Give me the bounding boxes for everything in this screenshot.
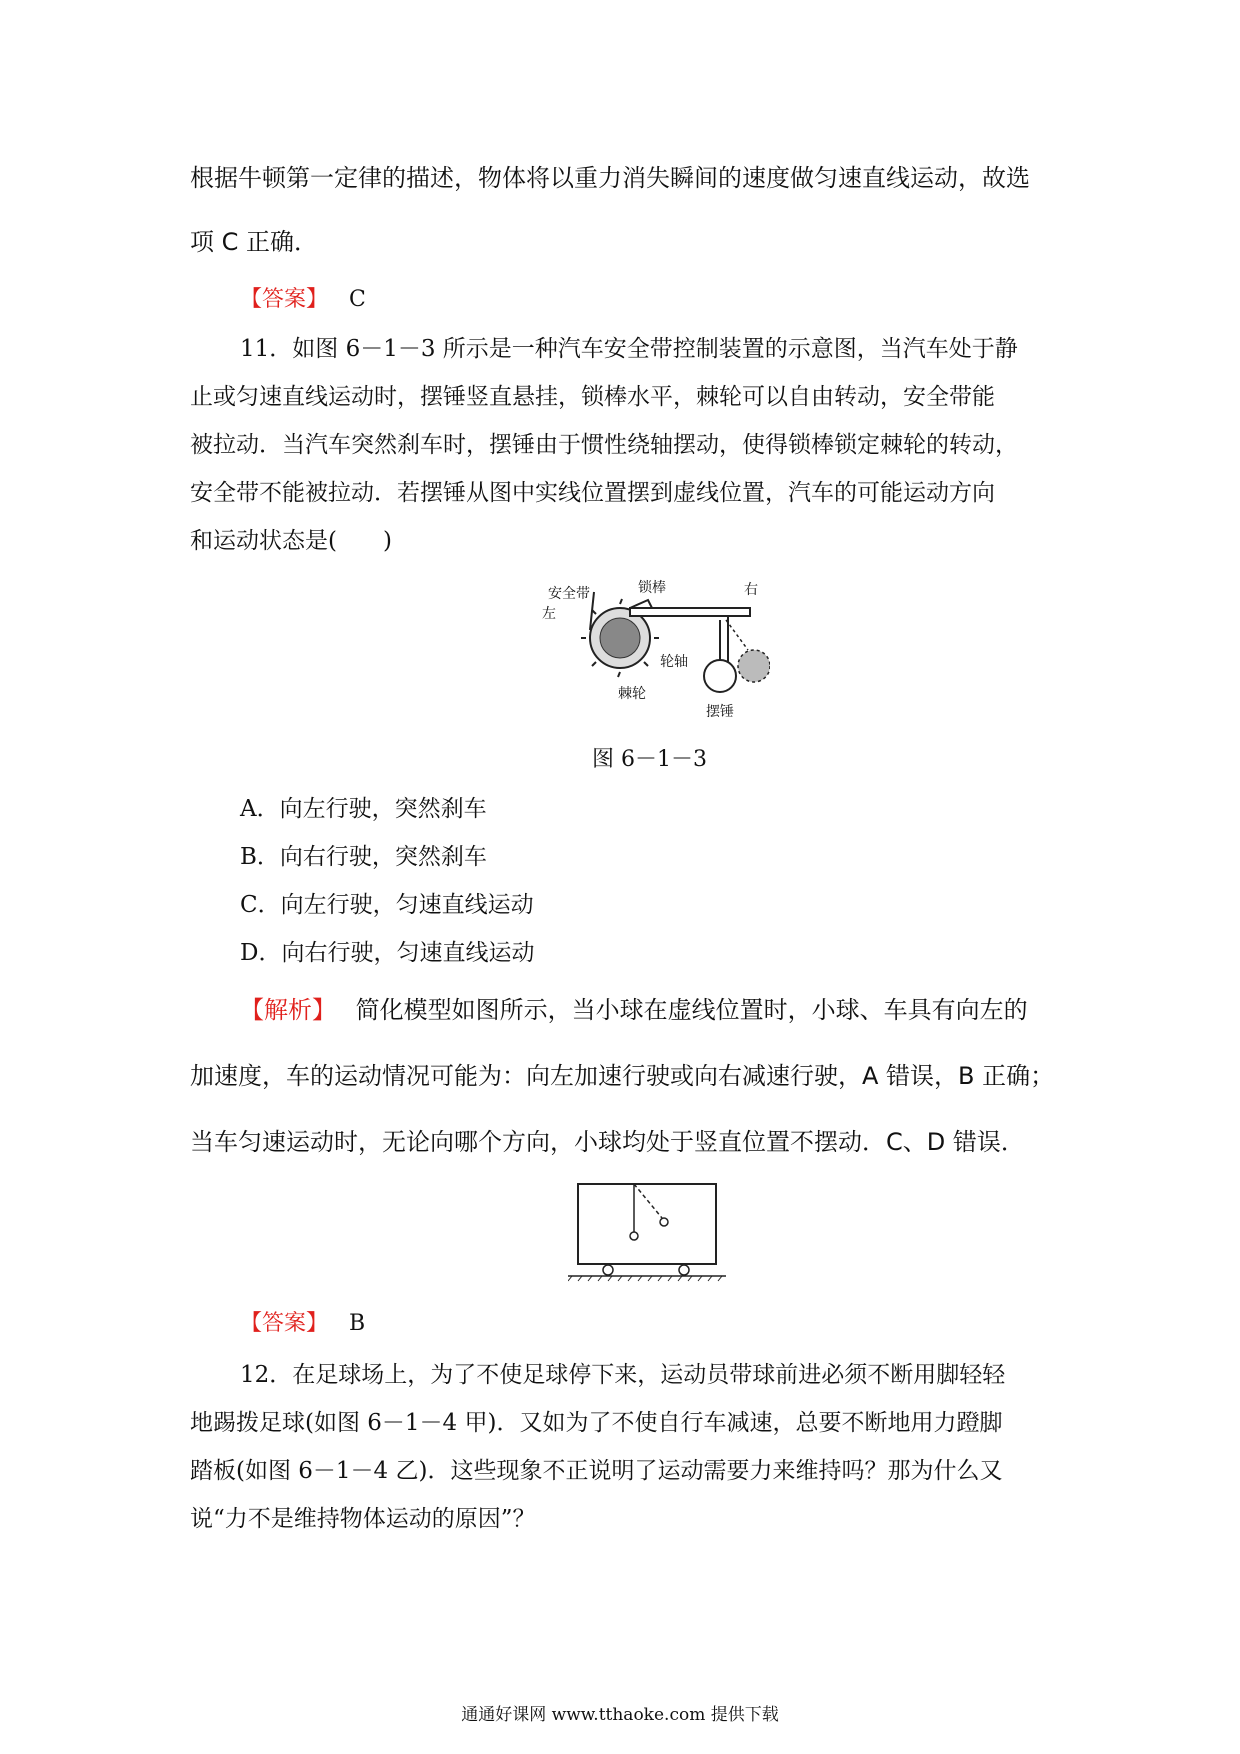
pendulum-dashed <box>738 650 770 682</box>
label-rod: 锁棒 <box>638 580 666 596</box>
wheel-left <box>603 1265 613 1275</box>
pendulum-arm-dashed <box>726 620 748 650</box>
option-c: C．向左行驶，匀速直线运动 <box>240 892 534 918</box>
label-axle: 轮轴 <box>660 654 688 670</box>
answer-2 <box>240 1306 365 1337</box>
q12-line: 12．在足球场上，为了不使足球停下来，运动员带球前进必须不断用脚轻轻 <box>240 1362 1006 1388</box>
ball-dashed <box>660 1218 668 1226</box>
intro-line-2: 项 C 正确． <box>190 228 319 256</box>
ball-solid <box>630 1232 638 1240</box>
q12-line: 说“力不是维持物体运动的原因”？ <box>190 1506 536 1532</box>
answer-1-tag: 【答案】 <box>240 287 329 312</box>
label-ratchet: 棘轮 <box>618 686 646 702</box>
analysis-line-3: 当车匀速运动时，无论向哪个方向，小球均处于竖直位置不摆动．C、D 错误． <box>190 1128 1025 1156</box>
option-d: D．向右行驶，匀速直线运动 <box>240 940 535 966</box>
analysis-text-1: 简化模型如图所示，当小球在虚线位置时，小球、车具有向左的 <box>355 996 1028 1024</box>
analysis-tag: 【解析】 <box>240 996 336 1024</box>
q11-line: 和运动状态是( ) <box>190 528 392 554</box>
cart-body <box>578 1184 716 1264</box>
analysis-line-1 <box>240 990 1028 1025</box>
q12-line: 地踢拨足球(如图 6－1－4 甲)．又如为了不使自行车减速，总要不断地用力蹬脚 <box>190 1410 1003 1436</box>
q11-line: 止或匀速直线运动时，摆锤竖直悬挂，锁棒水平，棘轮可以自由转动，安全带能 <box>190 384 995 410</box>
q12-line: 踏板(如图 6－1－4 乙)．这些现象不正说明了运动需要力来维持吗？那为什么又 <box>190 1458 1003 1484</box>
answer-1 <box>240 282 366 313</box>
analysis-line-2: 加速度，车的运动情况可能为：向左加速行驶或向右减速行驶，A 错误，B 正确； <box>190 1062 1055 1090</box>
option-b: B．向右行驶，突然刹车 <box>240 844 487 870</box>
figure-caption: 图 6－1－3 <box>592 747 707 772</box>
answer-1-value: C <box>349 287 366 312</box>
wheel-right <box>679 1265 689 1275</box>
pendulum-solid <box>704 660 736 692</box>
answer-2-value: B <box>349 1311 366 1336</box>
intro-line-1: 根据牛顿第一定律的描述，物体将以重力消失瞬间的速度做匀速直线运动，故选 <box>190 164 1030 192</box>
label-belt: 安全带 <box>548 586 590 602</box>
locking-rod <box>630 608 750 616</box>
label-left: 左 <box>542 606 556 622</box>
ratchet-hub <box>600 618 640 658</box>
label-pendulum: 摆锤 <box>706 704 734 720</box>
q11-line: 被拉动．当汽车突然刹车时，摆锤由于惯性绕轴摆动，使得锁棒锁定棘轮的转动， <box>190 432 1018 458</box>
page-footer: 通通好课网 www.tthaoke.com 提供下载 <box>461 1705 779 1725</box>
answer-2-tag: 【答案】 <box>240 1311 329 1336</box>
seatbelt-mechanism-figure <box>530 570 770 720</box>
q11-line: 11．如图 6－1－3 所示是一种汽车安全带控制装置的示意图，当汽车处于静 <box>240 336 1018 362</box>
simplified-model-figure <box>568 1180 728 1282</box>
q11-line: 安全带不能被拉动．若摆锤从图中实线位置摆到虚线位置，汽车的可能运动方向 <box>190 480 995 506</box>
label-right: 右 <box>744 582 758 598</box>
option-a: A．向左行驶，突然刹车 <box>240 796 487 822</box>
